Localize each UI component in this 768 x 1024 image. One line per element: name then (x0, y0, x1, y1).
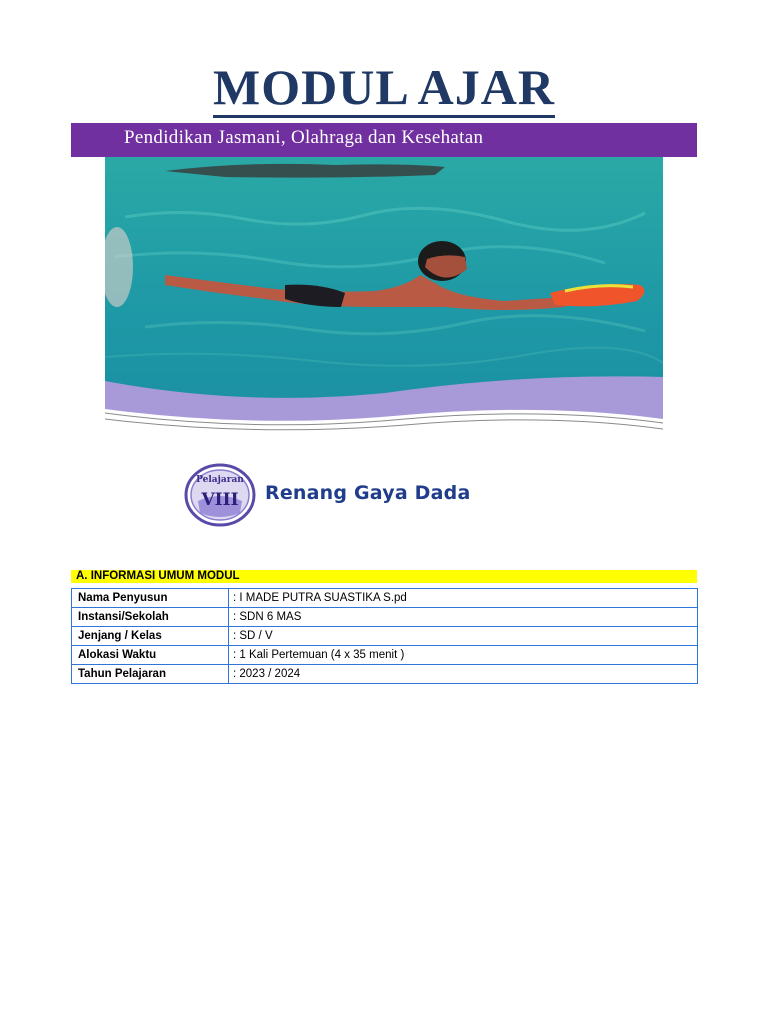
lesson-badge-label: Pelajaran (196, 475, 244, 485)
row-value: : 2023 / 2024 (229, 665, 698, 684)
table-row (72, 627, 698, 646)
row-label: Instansi/Sekolah (72, 608, 229, 627)
swimming-pool-photo (105, 157, 663, 435)
lesson-badge-icon (184, 463, 256, 527)
subject-banner: Pendidikan Jasmani, Olahraga dan Kesehatan (71, 123, 697, 157)
lesson-header (184, 463, 524, 527)
table-row (72, 646, 698, 665)
table-row (72, 589, 698, 608)
row-label: Jenjang / Kelas (72, 627, 229, 646)
section-heading: A. INFORMASI UMUM MODUL (71, 570, 697, 583)
row-label: Tahun Pelajaran (72, 665, 229, 684)
general-info-table (71, 588, 698, 684)
document-title: MODUL AJAR (0, 58, 768, 116)
lesson-title: Renang Gaya Dada (265, 482, 471, 504)
table-row (72, 608, 698, 627)
row-value: : I MADE PUTRA SUASTIKA S.pd (229, 589, 698, 608)
row-value: : SD / V (229, 627, 698, 646)
row-label: Nama Penyusun (72, 589, 229, 608)
lesson-badge-number: VIII (201, 490, 239, 510)
row-value: : 1 Kali Pertemuan (4 x 35 menit ) (229, 646, 698, 665)
row-value: : SDN 6 MAS (229, 608, 698, 627)
row-label: Alokasi Waktu (72, 646, 229, 665)
table-row (72, 665, 698, 684)
